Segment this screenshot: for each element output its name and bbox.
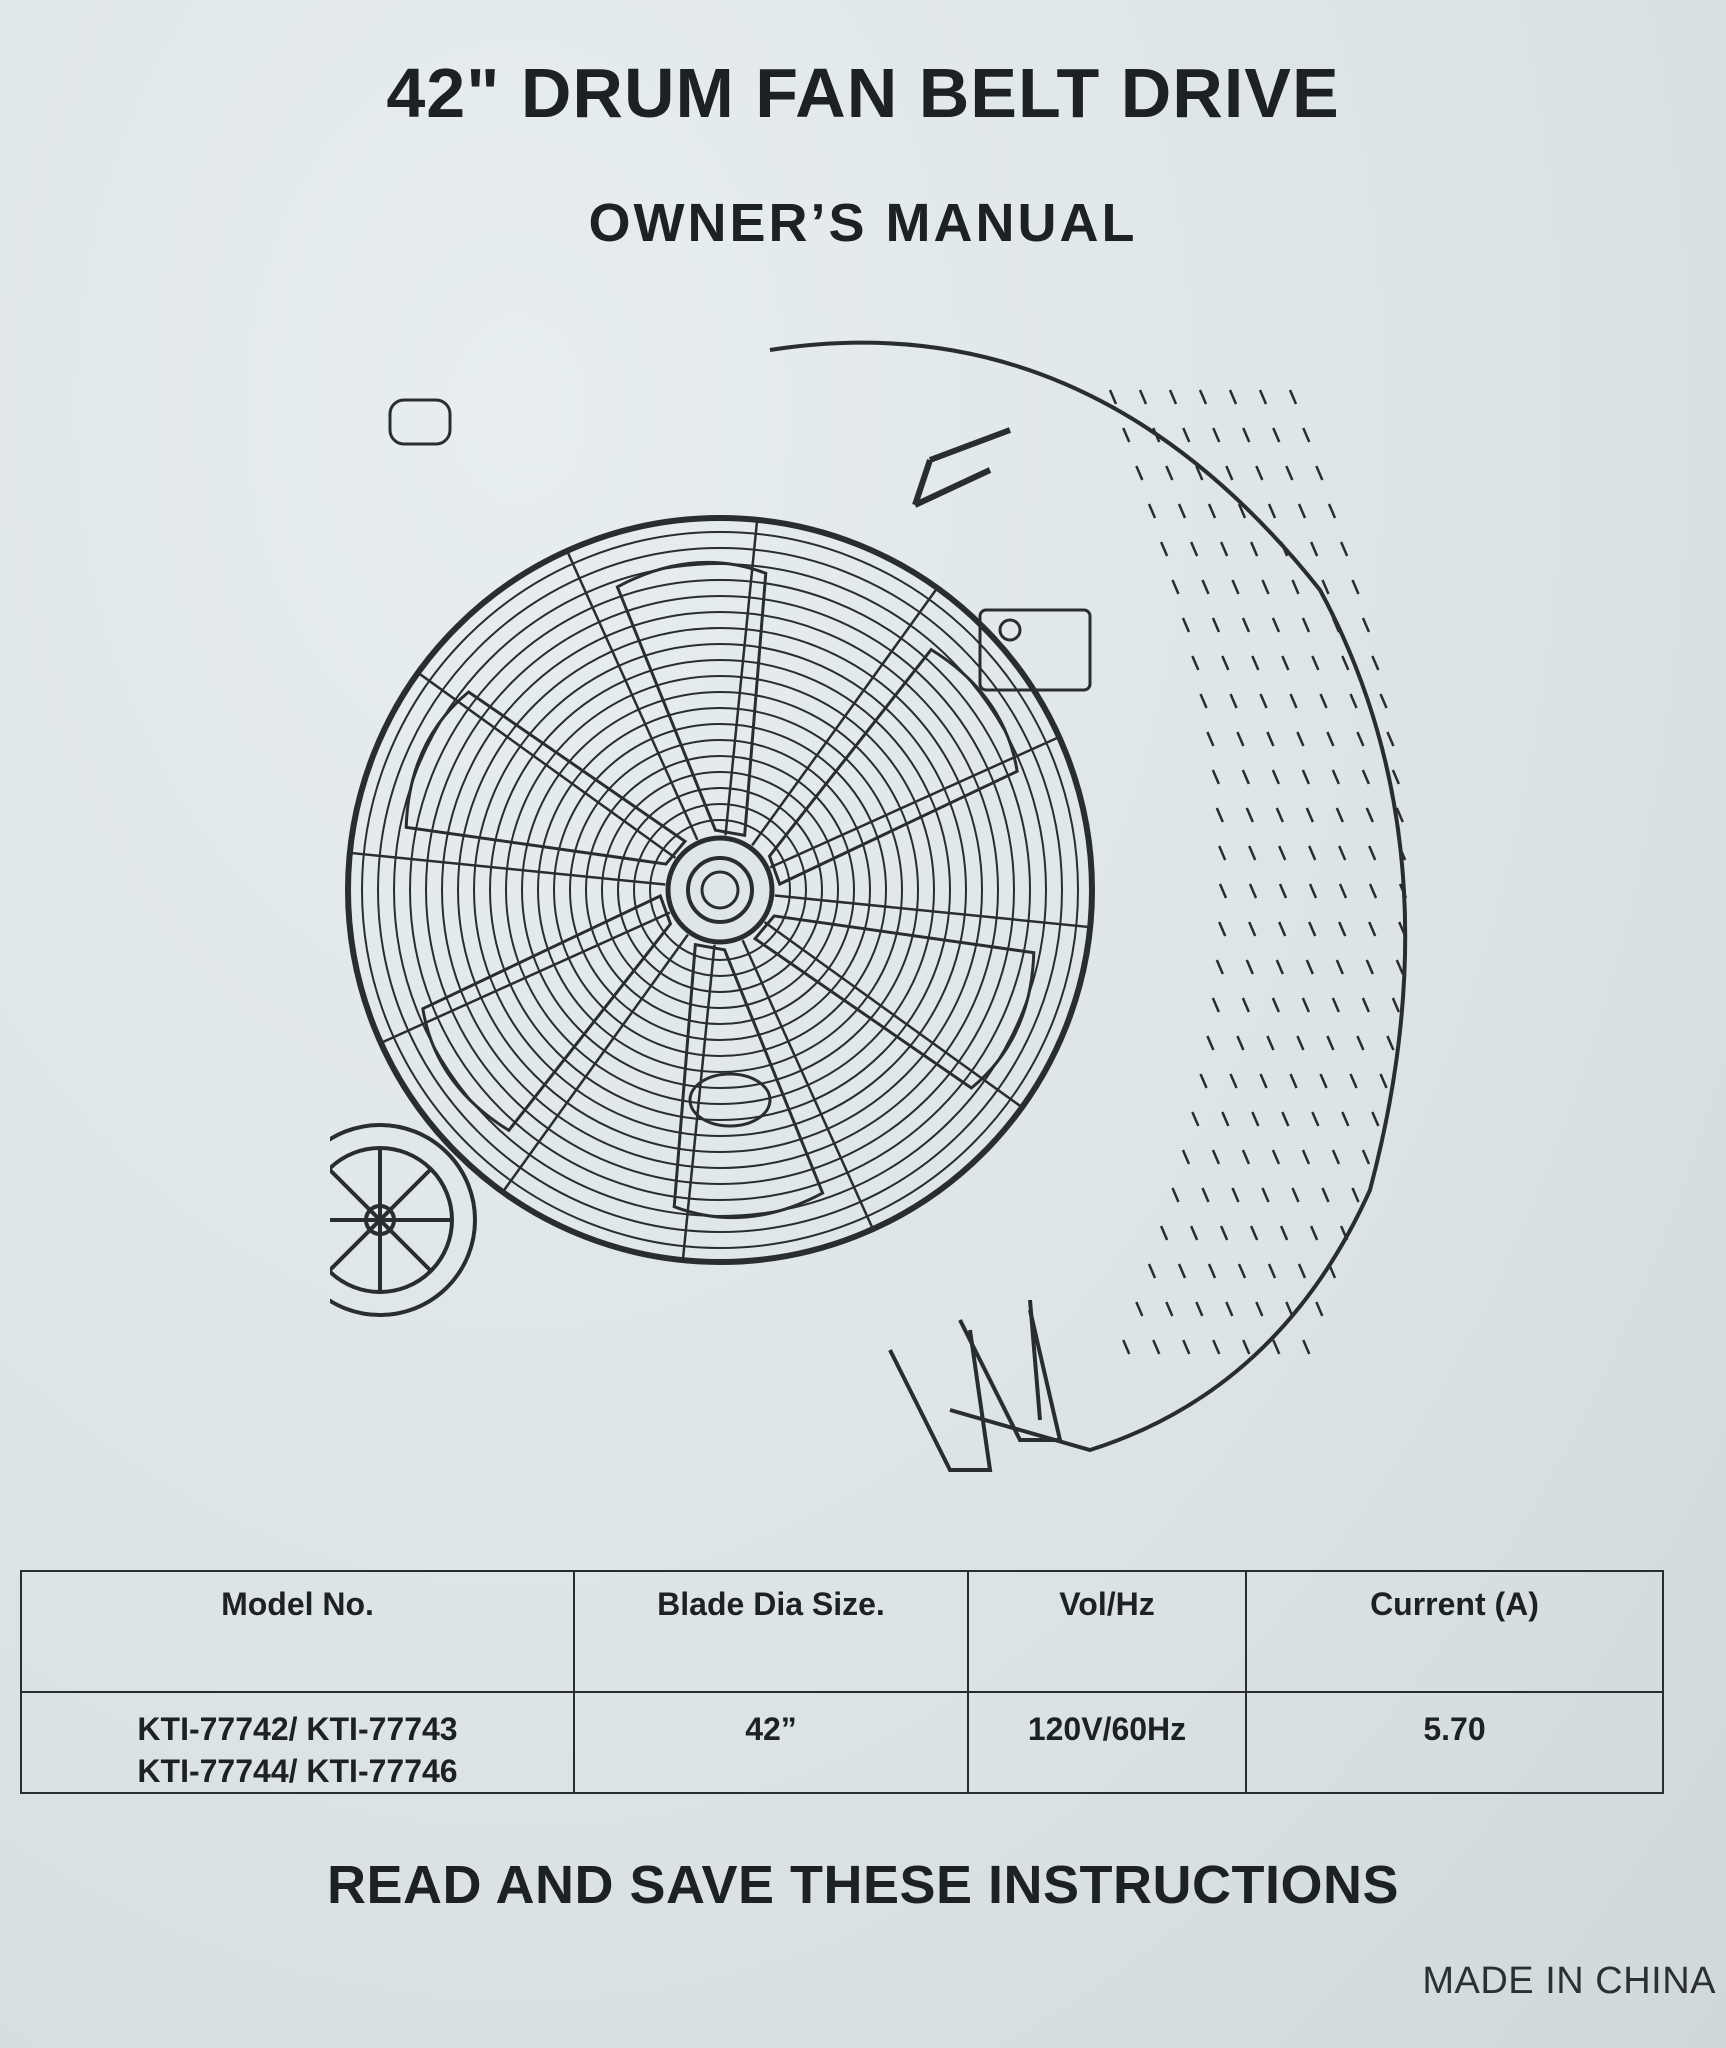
drum-perforation [1307, 808, 1313, 822]
drum-perforation [1357, 732, 1363, 746]
drum-perforation [1303, 618, 1309, 632]
drum-perforation [1381, 1074, 1387, 1088]
fan-blade [674, 945, 822, 1218]
drum-perforation [1231, 1074, 1237, 1088]
drum-fan-illustration [330, 330, 1460, 1510]
drum-perforation [1291, 1074, 1297, 1088]
drum-perforation [1217, 960, 1223, 974]
drum-perforation [1333, 770, 1339, 784]
column-header-current: Current (A) [1246, 1571, 1663, 1692]
drum-perforation [1209, 504, 1215, 518]
drum-perforation [1261, 694, 1267, 708]
drum-perforation [1337, 808, 1343, 822]
drum-perforation [1219, 922, 1225, 936]
drum-perforation [1136, 1302, 1142, 1316]
drum-perforation [1220, 884, 1226, 898]
drum-perforation [1226, 1302, 1232, 1316]
drum-perforation [1311, 542, 1317, 556]
drum-perforation [1207, 732, 1213, 746]
drum-perforation [1172, 1188, 1178, 1202]
spec-table [20, 1570, 1664, 1794]
drum-perforation [1217, 808, 1223, 822]
drum-perforation [1337, 960, 1343, 974]
drum-perforation [1191, 542, 1197, 556]
drum-perforation [1213, 1340, 1219, 1354]
drum-perforation [1367, 808, 1373, 822]
drum-perforation [1196, 1302, 1202, 1316]
drum-perforation [1243, 770, 1249, 784]
stand-legs [890, 1300, 1060, 1470]
drum-perforation [1363, 618, 1369, 632]
drum-perforation [1340, 884, 1346, 898]
drum-perforation [1273, 1150, 1279, 1164]
drum-perforation [1387, 732, 1393, 746]
drum-perforation [1367, 960, 1373, 974]
drum-perforation [1311, 1226, 1317, 1240]
drum-perforation [1256, 466, 1262, 480]
drum-perforation [1312, 1112, 1318, 1126]
drum-perforation [1149, 504, 1155, 518]
drum-perforation [1213, 770, 1219, 784]
cell-volhz: 120V/60Hz [968, 1692, 1246, 1793]
document-title: 42" DRUM FAN BELT DRIVE [386, 54, 1340, 132]
drum-perforation [1369, 846, 1375, 860]
drum-perforation [1191, 1226, 1197, 1240]
cell-model-numbers [21, 1692, 574, 1793]
drum-perforation [1207, 1036, 1213, 1050]
drum-perforation [1213, 1150, 1219, 1164]
column-header-volhz: Vol/Hz [968, 1571, 1246, 1692]
drum-perforation [1161, 1226, 1167, 1240]
drum-perforation [1262, 1188, 1268, 1202]
drum-perforation [1183, 1150, 1189, 1164]
drum-perforation [1322, 580, 1328, 594]
drum-perforation [1381, 694, 1387, 708]
drum-perforation [1123, 428, 1129, 442]
drum-perforation [1286, 1302, 1292, 1316]
drum-perforation [1153, 1340, 1159, 1354]
drum-perforation [1303, 998, 1309, 1012]
drum-perforation [1277, 808, 1283, 822]
drum-perforation [1221, 1226, 1227, 1240]
drum-perforation [1310, 884, 1316, 898]
drum-perforation [1243, 1150, 1249, 1164]
cell-current: 5.70 [1246, 1692, 1663, 1793]
drum-perforation [1279, 922, 1285, 936]
model-line: KTI-77744/ KTI-77746 [137, 1752, 458, 1789]
drum-perforation [1166, 466, 1172, 480]
drum-perforation [1321, 1074, 1327, 1088]
drum-perforation [1252, 656, 1258, 670]
drum-perforation [1136, 466, 1142, 480]
drum-perforation [1243, 1340, 1249, 1354]
drum-perforation [1351, 694, 1357, 708]
drum-perforation [1352, 1188, 1358, 1202]
drum-perforation [1213, 428, 1219, 442]
drum-perforation [1352, 580, 1358, 594]
drum-perforation [1299, 504, 1305, 518]
drum-perforation [1247, 808, 1253, 822]
drum-perforation [1251, 1226, 1257, 1240]
drum-perforation [1363, 998, 1369, 1012]
drum-perforation [1291, 694, 1297, 708]
drum-perforation [1393, 998, 1399, 1012]
drum-perforation [1281, 1226, 1287, 1240]
drum-perforation [1327, 732, 1333, 746]
drum-perforation [1312, 656, 1318, 670]
drum-perforation [1179, 504, 1185, 518]
drum-perforation [1209, 1264, 1215, 1278]
cell-blade-size: 42” [574, 1692, 968, 1793]
drum-perforation [1252, 1112, 1258, 1126]
switch-box [980, 610, 1090, 690]
drum-perforation [1363, 770, 1369, 784]
drum-perforation [1316, 1302, 1322, 1316]
drum-perforation [1213, 618, 1219, 632]
drum-perforation [1232, 1188, 1238, 1202]
drum-perforation [1282, 656, 1288, 670]
drum-perforation [1249, 922, 1255, 936]
drum-perforation [1292, 1188, 1298, 1202]
drum-perforation [1267, 1036, 1273, 1050]
drum-perforation [1277, 960, 1283, 974]
fan-blade [617, 562, 765, 835]
drum-perforation [1316, 466, 1322, 480]
drum-perforation [1149, 1264, 1155, 1278]
spec-table-header-row [21, 1571, 1663, 1692]
drum-perforation [1333, 1150, 1339, 1164]
drum-perforation [1342, 656, 1348, 670]
drum-perforation [1232, 580, 1238, 594]
drum-perforation [1219, 846, 1225, 860]
drum-perforation [1166, 1302, 1172, 1316]
drum-perforation [1183, 618, 1189, 632]
drum-perforation [1213, 998, 1219, 1012]
drum-perforation [1243, 998, 1249, 1012]
drum-perforation [1303, 1340, 1309, 1354]
drum-perforation [1351, 1074, 1357, 1088]
drum-perforation [1273, 428, 1279, 442]
drum-perforation [1322, 1188, 1328, 1202]
drum-perforation [1357, 1036, 1363, 1050]
fan-hub [668, 838, 772, 942]
drum-perforation [1397, 960, 1403, 974]
drum-perforation [1339, 846, 1345, 860]
drum-perforation [1172, 580, 1178, 594]
table-row [21, 1692, 1663, 1793]
drum-perforation [1221, 542, 1227, 556]
column-header-model: Model No. [21, 1571, 574, 1692]
drum-perforation [1342, 1112, 1348, 1126]
drum-perforation [1243, 618, 1249, 632]
drum-perforation [1243, 428, 1249, 442]
drum-perforation [1290, 390, 1296, 404]
drum-perforation [1297, 732, 1303, 746]
drum-perforation [1309, 846, 1315, 860]
drum-perforation [1333, 998, 1339, 1012]
drum-perforation [1299, 1264, 1305, 1278]
drum-perforation [1372, 1112, 1378, 1126]
drum-perforation [1309, 922, 1315, 936]
drum-shell [770, 343, 1405, 1450]
drum-perforation [1192, 656, 1198, 670]
drum-perforation [1201, 694, 1207, 708]
drum-perforation [1280, 884, 1286, 898]
drum-perforation [1170, 390, 1176, 404]
drum-perforation [1231, 694, 1237, 708]
drum-perforation [1192, 1112, 1198, 1126]
drum-perforation [1329, 1264, 1335, 1278]
drum-perforation [1123, 1340, 1129, 1354]
drum-perforation [1110, 390, 1116, 404]
drum-perforation [1183, 428, 1189, 442]
drum-perforation [1200, 390, 1206, 404]
drum-perforation [1183, 1340, 1189, 1354]
drum-perforation [1370, 884, 1376, 898]
document-subtitle: OWNER’S MANUAL [588, 193, 1138, 253]
drum-perforation [1202, 1188, 1208, 1202]
drum-perforation [1269, 1264, 1275, 1278]
model-line: KTI-77742/ KTI-77743 [137, 1711, 458, 1747]
drum-perforation [1369, 922, 1375, 936]
drum-perforation [1279, 846, 1285, 860]
drum-perforation [1282, 1112, 1288, 1126]
drum-perforation [1341, 542, 1347, 556]
drum-perforation [1249, 846, 1255, 860]
drum-perforation [1230, 390, 1236, 404]
drum-perforation [1261, 1074, 1267, 1088]
drum-perforation [1307, 960, 1313, 974]
drum-perforation [1273, 770, 1279, 784]
drum-perforation [1292, 580, 1298, 594]
drum-perforation [1260, 390, 1266, 404]
drum-perforation [1140, 390, 1146, 404]
drum-perforation [1286, 466, 1292, 480]
drum-perforation [1339, 922, 1345, 936]
drum-perforation [1222, 656, 1228, 670]
drum-perforation [1201, 1074, 1207, 1088]
drum-perforation [1329, 504, 1335, 518]
drum-perforation [1297, 1036, 1303, 1050]
drum-perforation [1222, 1112, 1228, 1126]
drum-perforation [1303, 1150, 1309, 1164]
column-header-blade: Blade Dia Size. [574, 1571, 968, 1692]
drum-perforation [1393, 770, 1399, 784]
drum-perforation [1273, 618, 1279, 632]
drum-perforation [1237, 1036, 1243, 1050]
drum-perforation [1226, 466, 1232, 480]
drum-perforation [1267, 732, 1273, 746]
drum-perforation [1251, 542, 1257, 556]
drum-perforation [1303, 428, 1309, 442]
drum-perforation [1161, 542, 1167, 556]
drum-perforation [1262, 580, 1268, 594]
drum-perforation [1372, 656, 1378, 670]
drum-perforation [1256, 1302, 1262, 1316]
drum-perforation [1321, 694, 1327, 708]
drum-perforation [1179, 1264, 1185, 1278]
save-instructions-notice: READ AND SAVE THESE INSTRUCTIONS [326, 1855, 1400, 1915]
drum-perforation [1239, 1264, 1245, 1278]
country-of-origin: MADE IN CHINA [1422, 1960, 1716, 2002]
drum-perforation [1247, 960, 1253, 974]
drum-perforation [1237, 732, 1243, 746]
top-left-handle [390, 400, 450, 444]
drum-perforation [1387, 1036, 1393, 1050]
drum-perforation [1202, 580, 1208, 594]
drum-perforation [1363, 1150, 1369, 1164]
top-right-handle [915, 430, 1010, 505]
drum-perforation [1273, 998, 1279, 1012]
drum-perforation [1269, 504, 1275, 518]
drum-perforation [1327, 1036, 1333, 1050]
drum-perforation [1273, 1340, 1279, 1354]
drum-perforation [1303, 770, 1309, 784]
drum-perforation [1250, 884, 1256, 898]
